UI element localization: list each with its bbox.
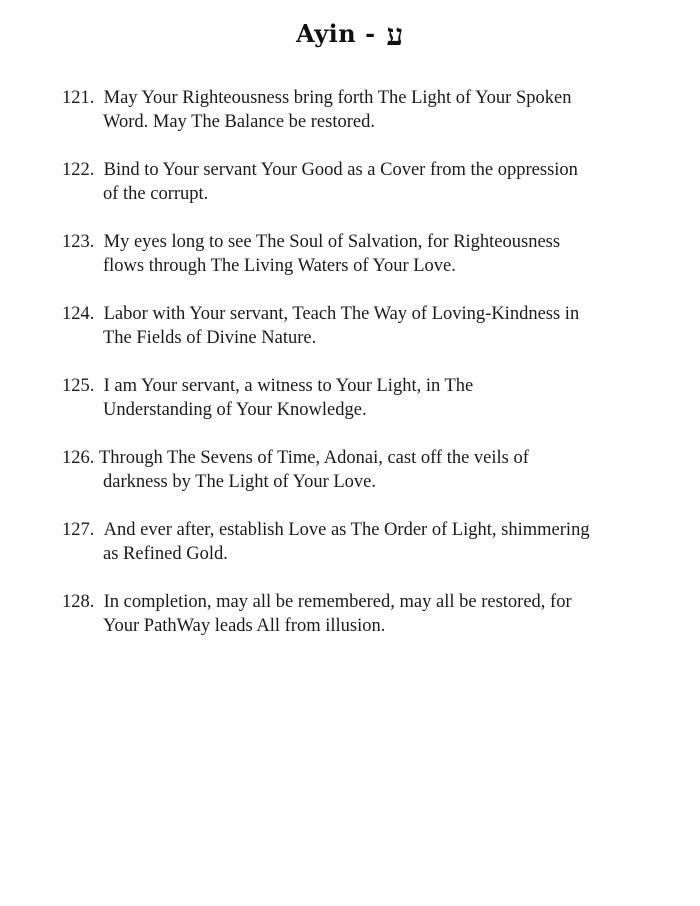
verse-number: 128. — [62, 592, 95, 612]
verse-first-line — [62, 446, 652, 470]
verse-first-line — [62, 590, 652, 614]
verse-text: Through The Sevens of Time, Adonai, cast off the veils of — [99, 448, 529, 468]
verse-text: Labor with Your servant, Teach The Way of Loving-Kindness in — [103, 304, 580, 324]
verse-number: 124. — [62, 304, 95, 324]
verse-text: May Your Righteousness bring forth The Light of Your Spoken — [103, 88, 572, 108]
verse-continuation: of the corrupt. — [103, 184, 209, 204]
verse-121 — [62, 86, 652, 134]
verse-126 — [62, 446, 652, 494]
verse-first-line — [62, 518, 652, 542]
verse-continuation: Word. May The Balance be restored. — [103, 112, 375, 132]
verse-first-line — [62, 302, 652, 326]
verse-122 — [62, 158, 652, 206]
verse-125 — [62, 374, 652, 422]
verse-number: 127. — [62, 520, 95, 540]
verse-127 — [62, 518, 652, 566]
verse-continuation: Understanding of Your Knowledge. — [103, 400, 367, 420]
verse-text: My eyes long to see The Soul of Salvation, for Righteousness — [103, 232, 561, 252]
verse-number: 122. — [62, 160, 95, 180]
verse-continuation: as Refined Gold. — [103, 544, 228, 564]
hebrew-letter: ע — [386, 18, 404, 53]
verse-first-line — [62, 374, 652, 398]
verse-list — [62, 86, 652, 662]
verse-128 — [62, 590, 652, 638]
verse-text: In completion, may all be remembered, may all be restored, for — [103, 592, 572, 612]
page-title — [0, 18, 700, 53]
verse-continuation: flows through The Living Waters of Your Love. — [103, 256, 456, 276]
verse-number: 125. — [62, 376, 95, 396]
verse-number: 123. — [62, 232, 95, 252]
verse-first-line — [62, 158, 652, 182]
verse-continuation: The Fields of Divine Nature. — [103, 328, 317, 348]
verse-number: 121. — [62, 88, 95, 108]
verse-text: I am Your servant, a witness to Your Light, in The — [103, 376, 474, 396]
title-text: Ayin - — [296, 19, 376, 48]
verse-text: And ever after, establish Love as The Order of Light, shimmering — [103, 520, 590, 540]
verse-continuation: Your PathWay leads All from illusion. — [103, 616, 386, 636]
verse-number: 126. — [62, 448, 95, 468]
verse-first-line — [62, 86, 652, 110]
verse-continuation: darkness by The Light of Your Love. — [103, 472, 377, 492]
verse-text: Bind to Your servant Your Good as a Cover from the oppression — [103, 160, 578, 180]
verse-first-line — [62, 230, 652, 254]
verse-123 — [62, 230, 652, 278]
verse-124 — [62, 302, 652, 350]
